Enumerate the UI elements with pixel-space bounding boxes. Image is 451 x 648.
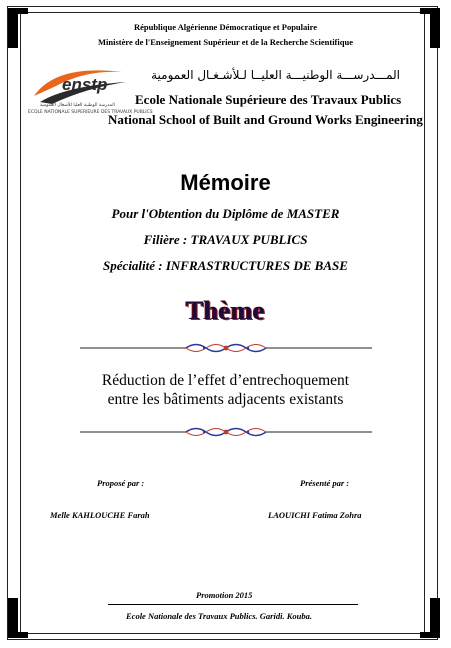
logo-wordmark: enstp	[62, 75, 108, 94]
footer-divider	[108, 604, 358, 605]
field-of-study: Filière : TRAVAUX PUBLICS	[143, 232, 308, 247]
logo-subtitle-french: ECOLE NATIONALE SUPERIEURE DES TRAVAUX PUBLICS	[28, 110, 153, 115]
logo-subtitle-arabic: المدرسة الوطنية العليا للأشغال العمومية	[40, 103, 115, 108]
thesis-subject-line-2: entre les bâtiments adjacents existants	[107, 391, 344, 408]
ornament-bottom	[76, 424, 376, 440]
promotion-year: Promotion 2015	[196, 590, 253, 600]
corner-ornament-bottom-right	[420, 598, 440, 638]
republic-header: République Algérienne Démocratique et Populaire	[133, 22, 318, 32]
proposer-name: Melle KAHLOUCHE Farah	[50, 510, 150, 520]
presented-by-label: Présenté par :	[300, 478, 350, 488]
presenter-name: LAOUICHI Fatima Zohra	[268, 510, 362, 520]
school-address: Ecole Nationale des Travaux Publics. Garidi. Kouba.	[126, 611, 312, 621]
school-name-arabic: المـــدرســـة الوطنيـــة العليــا لـلأشـغـال العمومية	[151, 68, 400, 82]
school-name-english: National School of Built and Ground Works Engineering	[108, 112, 423, 127]
thesis-subject-line-1: Réduction de l’effet d’entrechoquement	[101, 372, 350, 389]
document-type: Mémoire	[180, 170, 271, 195]
school-name-french: Ecole Nationale Supérieure des Travaux Publics	[135, 92, 402, 107]
proposed-by-label: Proposé par :	[97, 478, 145, 488]
ministry-header: Ministère de l'Enseignement Supérieur et de la Recherche Scientifique	[98, 37, 353, 47]
specialty: Spécialité : INFRASTRUCTURES DE BASE	[103, 258, 348, 273]
school-logo	[26, 62, 153, 116]
theme-heading: Thème	[185, 296, 266, 325]
ornament-top	[76, 340, 376, 356]
diploma-purpose: Pour l'Obtention du Diplôme de MASTER	[111, 206, 340, 221]
corner-ornament-bottom-left	[8, 598, 28, 638]
